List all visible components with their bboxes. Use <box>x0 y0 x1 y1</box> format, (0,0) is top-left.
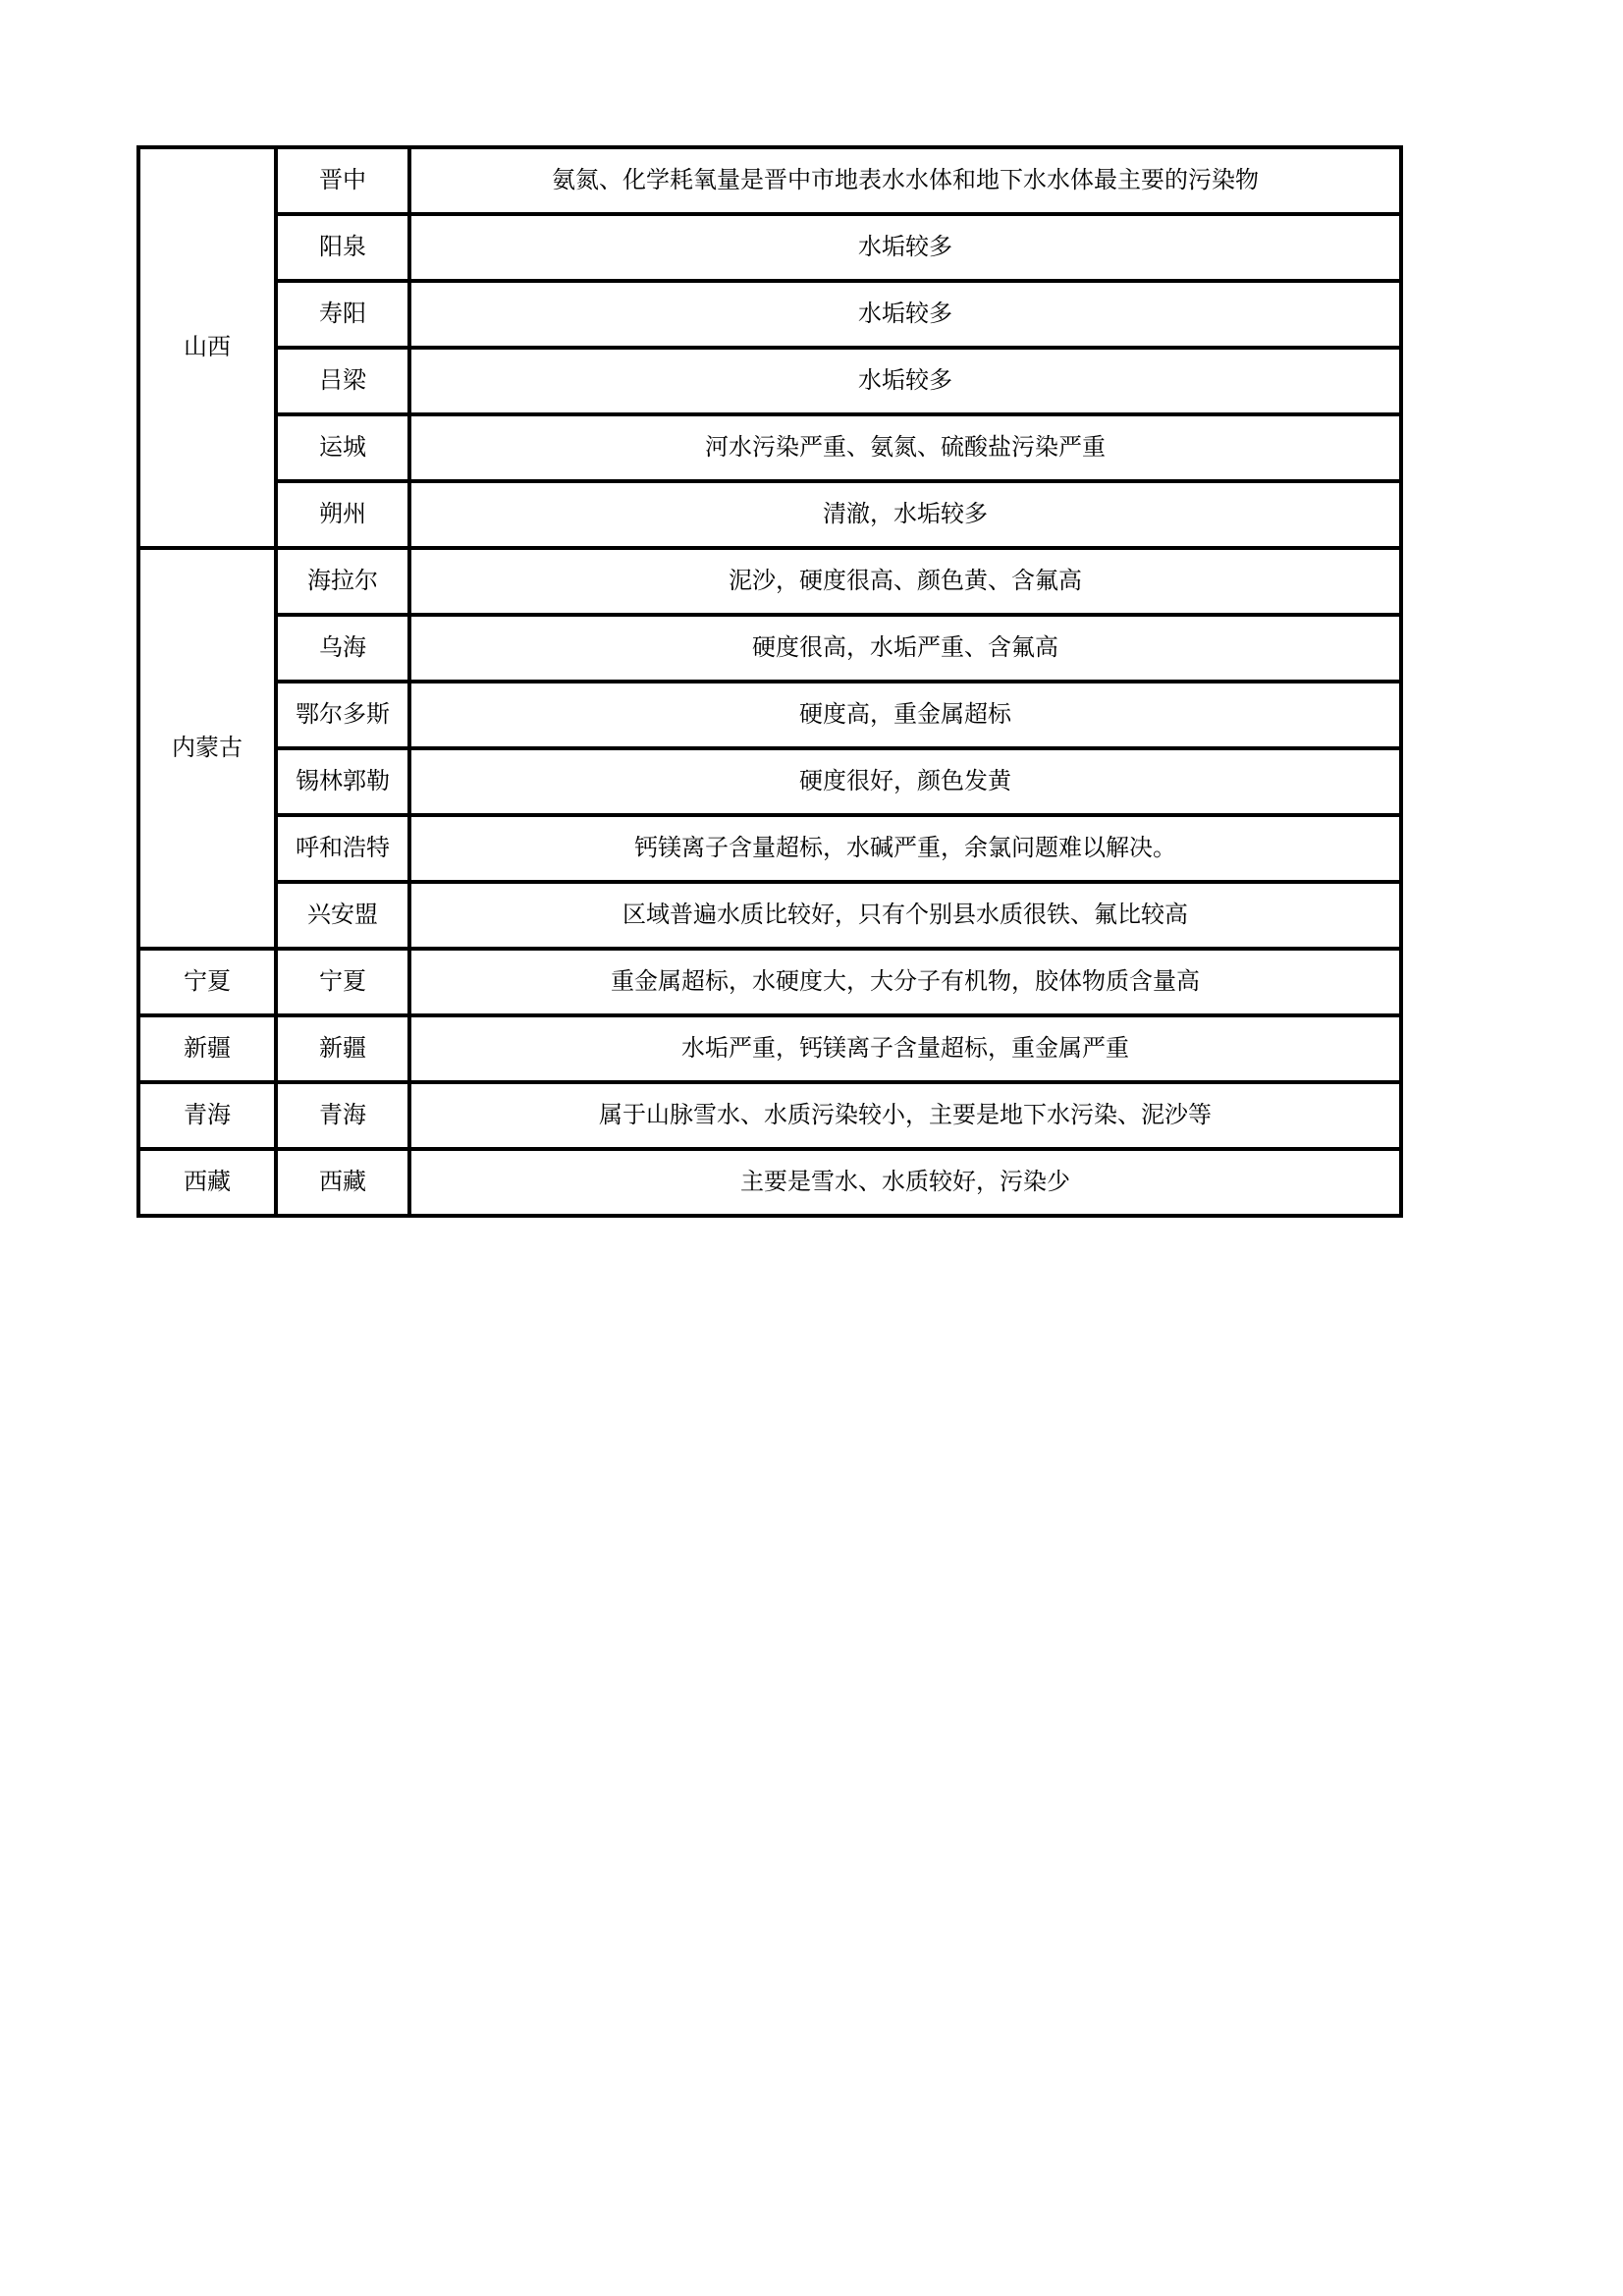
description-cell: 清澈，水垢较多 <box>409 481 1401 548</box>
description-cell: 主要是雪水、水质较好，污染少 <box>409 1149 1401 1216</box>
city-cell: 运城 <box>276 414 409 481</box>
city-cell: 新疆 <box>276 1015 409 1082</box>
city-cell: 宁夏 <box>276 949 409 1015</box>
description-cell: 重金属超标，水硬度大，大分子有机物，胶体物质含量高 <box>409 949 1401 1015</box>
table-row <box>138 615 1401 682</box>
province-label: 青海 <box>184 1102 231 1128</box>
table-row <box>138 147 1401 214</box>
city-cell: 晋中 <box>276 147 409 214</box>
description-cell: 河水污染严重、氨氮、硫酸盐污染严重 <box>409 414 1401 481</box>
description-cell: 水垢较多 <box>409 214 1401 281</box>
city-cell: 寿阳 <box>276 281 409 348</box>
table-row <box>138 481 1401 548</box>
province-cell <box>138 1149 276 1216</box>
table-row <box>138 1015 1401 1082</box>
table-row <box>138 214 1401 281</box>
province-label: 山西 <box>184 335 231 360</box>
city-cell: 阳泉 <box>276 214 409 281</box>
city-cell: 乌海 <box>276 615 409 682</box>
table-row <box>138 748 1401 815</box>
table-row <box>138 815 1401 882</box>
province-cell <box>138 1015 276 1082</box>
city-cell: 吕梁 <box>276 348 409 414</box>
city-cell: 鄂尔多斯 <box>276 682 409 748</box>
table-row <box>138 348 1401 414</box>
city-cell: 锡林郭勒 <box>276 748 409 815</box>
province-label: 宁夏 <box>184 968 231 995</box>
description-cell: 水垢较多 <box>409 348 1401 414</box>
table-row <box>138 414 1401 481</box>
province-cell <box>138 1082 276 1149</box>
city-cell: 青海 <box>276 1082 409 1149</box>
description-cell: 区域普遍水质比较好，只有个别县水质很铁、氟比较高 <box>409 882 1401 949</box>
water-quality-table <box>136 145 1403 1218</box>
province-cell <box>138 548 276 949</box>
table-row <box>138 548 1401 615</box>
province-cell <box>138 949 276 1015</box>
city-cell: 朔州 <box>276 481 409 548</box>
table-row <box>138 281 1401 348</box>
province-cell <box>138 147 276 548</box>
description-cell: 硬度很高，水垢严重、含氟高 <box>409 615 1401 682</box>
table-row <box>138 1082 1401 1149</box>
description-cell: 硬度高，重金属超标 <box>409 682 1401 748</box>
description-cell: 水垢严重，钙镁离子含量超标，重金属严重 <box>409 1015 1401 1082</box>
province-label: 西藏 <box>184 1169 231 1195</box>
table-row <box>138 1149 1401 1216</box>
table-row <box>138 949 1401 1015</box>
description-cell: 硬度很好，颜色发黄 <box>409 748 1401 815</box>
description-cell: 泥沙，硬度很高、颜色黄、含氟高 <box>409 548 1401 615</box>
city-cell: 兴安盟 <box>276 882 409 949</box>
table-row <box>138 682 1401 748</box>
city-cell: 呼和浩特 <box>276 815 409 882</box>
province-label: 新疆 <box>184 1035 231 1062</box>
description-cell: 钙镁离子含量超标，水碱严重，余氯问题难以解决。 <box>409 815 1401 882</box>
city-cell: 海拉尔 <box>276 548 409 615</box>
description-cell: 属于山脉雪水、水质污染较小，主要是地下水污染、泥沙等 <box>409 1082 1401 1149</box>
province-label: 内蒙古 <box>172 735 243 761</box>
table-row <box>138 882 1401 949</box>
description-cell: 氨氮、化学耗氧量是晋中市地表水水体和地下水水体最主要的污染物 <box>409 147 1401 214</box>
city-cell: 西藏 <box>276 1149 409 1216</box>
description-cell: 水垢较多 <box>409 281 1401 348</box>
